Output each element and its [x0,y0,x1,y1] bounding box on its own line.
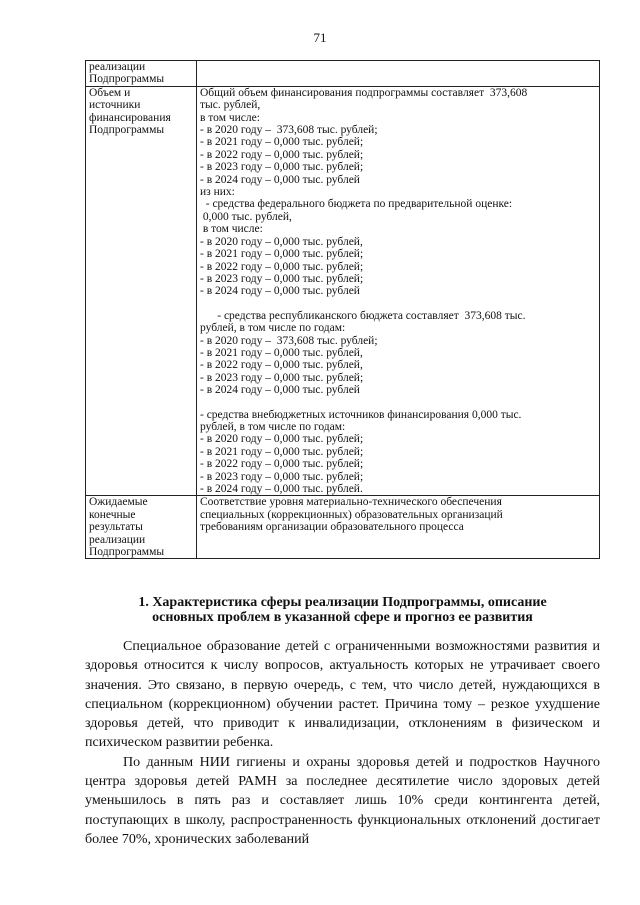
label-line: Ожидаемые [89,496,148,509]
content-line: требованиям организации образовательного процесса [200,521,464,534]
label-line: источники [89,99,141,112]
results-label-cell [86,496,197,559]
blank-line [200,397,596,409]
content-line: - в 2021 году – 0,000 тыс. рублей; [200,248,364,261]
content-line: 0,000 тыс. рублей, [200,210,292,223]
table-row-top [86,61,600,87]
label-line: Объем и [89,86,131,99]
page-number: 71 [313,30,327,45]
content-line: - в 2024 году – 0,000 тыс. рублей [200,285,360,298]
results-content-cell [197,496,600,559]
content-line: - в 2022 году – 0,000 тыс. рублей; [200,148,364,161]
content-line: - в 2021 году – 0,000 тыс. рублей; [200,445,364,458]
content-line: - средства федерального бюджета по предварительной оценке: [200,198,513,211]
section-title-line: основных проблем в указанной сфере и прогноз ее развития [152,610,533,625]
section-title-line: 1. Характеристика сферы реализации Подпрограммы, описание [138,595,547,610]
financing-label-cell [86,86,197,496]
paragraph: Специальное образование детей с ограниченными возможностями развития и здоровья относится к числу вопросов, актуальность которых не утрачивает своего значения. Это связано, в первую очередь, с тем, что число детей, нуждающихся в специальном (коррекционном) обучении растет. Причина тому – резкое ухудшение здоровья детей, что приводит к инвалидизации, отклонениям в физическом и психическом развитии ребенка. [85,639,600,751]
label-line: реализации [89,61,146,73]
content-line: из них: [200,186,235,199]
content-line: в том числе: [200,223,263,236]
content-line: Соответствие уровня материально-технического обеспечения [200,496,502,509]
row-label-cell [86,61,197,87]
content-line: - в 2023 году – 0,000 тыс. рублей; [200,272,364,285]
label-line: финансирования [89,111,171,124]
content-line: - в 2022 году – 0,000 тыс. рублей; [200,458,364,471]
label-line: конечные [89,508,136,521]
label-line: реализации [89,533,146,546]
content-line: в том числе: [200,111,260,124]
body-text [85,637,600,849]
label-line: результаты [89,521,143,534]
content-line: - в 2020 году – 373,608 тыс. рублей; [200,334,378,347]
content-line: - в 2024 году – 0,000 тыс. рублей [200,384,360,397]
label-line: Подпрограммы [89,546,165,559]
subprogram-passport-table [85,60,600,559]
section-title [85,595,600,625]
content-line: - в 2020 году – 0,000 тыс. рублей; [200,433,364,446]
content-line: Общий объем финансирования подпрограммы составляет 373,608 [200,86,528,99]
content-line: - средства внебюджетных источников финансирования 0,000 тыс. [200,408,522,421]
content-line: - в 2022 году – 0,000 тыс. рублей; [200,260,364,273]
content-line: рублей, в том числе по годам: [200,322,346,335]
content-line: - в 2023 году – 0,000 тыс. рублей; [200,470,364,483]
content-line: - в 2021 году – 0,000 тыс. рублей, [200,346,363,359]
content-line: - в 2024 году – 0,000 тыс. рублей [200,173,360,186]
row-content-cell [197,61,600,87]
label-line: Подпрограммы [89,124,165,137]
content-line: - средства республиканского бюджета составляет 373,608 тыс. [200,309,526,322]
financing-content-cell [197,86,600,496]
content-line: - в 2020 году – 0,000 тыс. рублей, [200,235,363,248]
content-line: - в 2023 году – 0,000 тыс. рублей; [200,371,364,384]
content-line: - в 2022 году – 0,000 тыс. рублей, [200,359,363,372]
content-line: - в 2023 году – 0,000 тыс. рублей; [200,161,364,174]
content-line: тыс. рублей, [200,99,261,112]
content-line: специальных (коррекционных) образовательных организаций [200,508,503,521]
label-line: Подпрограммы [89,73,165,86]
paragraph: По данным НИИ гигиены и охраны здоровья детей и подростков Научного центра здоровья детей РАМН за последнее десятилетие число здоровых детей уменьшилось в пять раз и составляет лишь 10% среди контингента детей, поступающих в школу, распространенность функциональных отклонений достигает более 70%, хронических заболеваний [85,754,600,847]
table-row-financing [86,86,600,496]
content-line: - в 2021 году – 0,000 тыс. рублей; [200,136,364,149]
table-row-results [86,496,600,559]
content-line: - в 2024 году – 0,000 тыс. рублей. [200,483,363,495]
content-line: - в 2020 году – 373,608 тыс. рублей; [200,124,378,137]
blank-line [200,298,596,310]
content-line: рублей, в том числе по годам: [200,420,346,433]
financing-lines [200,87,596,496]
